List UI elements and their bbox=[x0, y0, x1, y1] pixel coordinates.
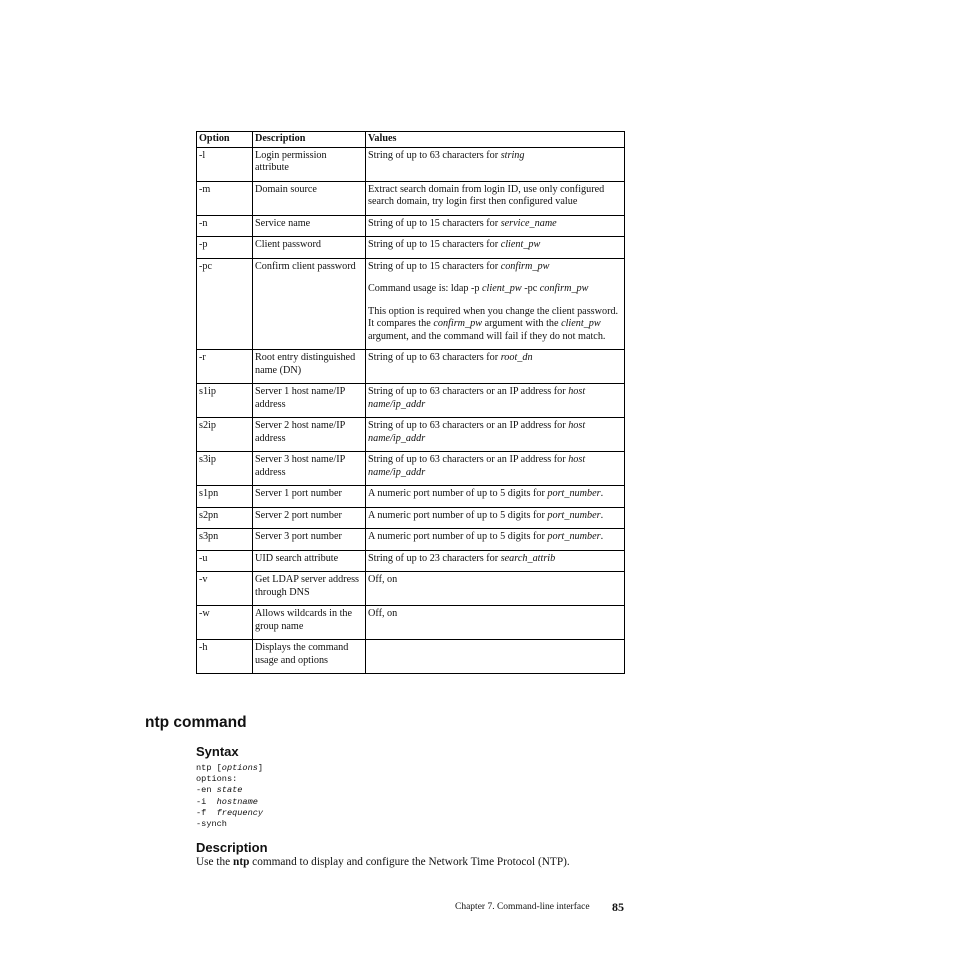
table-row bbox=[197, 606, 625, 640]
text-run: -f bbox=[196, 807, 217, 818]
values-paragraph bbox=[368, 553, 622, 566]
description-cell: Displays the command usage and options bbox=[253, 640, 366, 674]
syntax-line bbox=[196, 774, 237, 784]
table-row bbox=[197, 486, 625, 508]
values-cell bbox=[366, 237, 625, 259]
values-cell bbox=[366, 640, 625, 674]
description-text-before: Use the bbox=[196, 856, 234, 868]
values-paragraph bbox=[368, 184, 622, 209]
description-command: ntp bbox=[233, 856, 250, 868]
values-paragraph bbox=[368, 218, 622, 231]
option-cell: s2pn bbox=[197, 507, 253, 529]
syntax-line bbox=[196, 808, 263, 818]
description-cell: UID search attribute bbox=[253, 550, 366, 572]
text-run: -pc bbox=[521, 283, 540, 294]
values-paragraph bbox=[368, 574, 622, 587]
italic-term: state bbox=[216, 785, 243, 796]
syntax-line bbox=[196, 797, 258, 807]
syntax-line bbox=[196, 763, 263, 773]
italic-term: service_name bbox=[500, 217, 557, 229]
option-cell: -m bbox=[197, 181, 253, 215]
description-cell: Domain source bbox=[253, 181, 366, 215]
values-cell bbox=[366, 181, 625, 215]
values-cell bbox=[366, 486, 625, 508]
description-cell: Server 2 host name/IP address bbox=[253, 418, 366, 452]
table-header-row bbox=[197, 132, 625, 148]
description-cell: Confirm client password bbox=[253, 258, 366, 350]
values-paragraph bbox=[368, 488, 622, 501]
values-paragraph bbox=[368, 239, 622, 252]
table-row bbox=[197, 181, 625, 215]
text-run: A numeric port number of up to 5 digits for bbox=[368, 531, 548, 542]
description-cell: Login permission attribute bbox=[253, 147, 366, 181]
text-run: Off, on bbox=[368, 574, 398, 585]
values-paragraph bbox=[368, 420, 622, 445]
option-cell: -v bbox=[197, 572, 253, 606]
values-cell bbox=[366, 550, 625, 572]
footer-chapter: Chapter 7. Command-line interface bbox=[455, 902, 590, 912]
option-cell: -u bbox=[197, 550, 253, 572]
text-run: argument with the bbox=[482, 318, 562, 329]
text-run: A numeric port number of up to 5 digits for bbox=[368, 509, 548, 521]
option-cell: -n bbox=[197, 215, 253, 237]
description-cell: Server 3 host name/IP address bbox=[253, 452, 366, 486]
text-run: String of up to 15 characters for bbox=[368, 260, 501, 272]
table-row bbox=[197, 529, 625, 551]
italic-term: search_attrib bbox=[500, 552, 556, 564]
values-paragraph bbox=[368, 261, 622, 274]
option-cell: s2ip bbox=[197, 418, 253, 452]
options-table bbox=[196, 131, 625, 674]
values-paragraph bbox=[368, 283, 622, 296]
syntax-heading: Syntax bbox=[196, 744, 239, 759]
italic-term: client_pw bbox=[482, 283, 522, 294]
text-run: ntp [ bbox=[196, 763, 222, 773]
description-cell: Root entry distinguished name (DN) bbox=[253, 350, 366, 384]
description-cell: Server 1 port number bbox=[253, 486, 366, 508]
section-title: ntp command bbox=[145, 714, 247, 731]
table-row bbox=[197, 237, 625, 259]
italic-term: port_number bbox=[547, 509, 601, 521]
text-run: -i bbox=[196, 796, 217, 807]
description-text bbox=[196, 856, 570, 868]
syntax-line bbox=[196, 819, 227, 829]
option-cell: -r bbox=[197, 350, 253, 384]
table-row bbox=[197, 507, 625, 529]
values-paragraph bbox=[368, 608, 622, 621]
text-run: -synch bbox=[196, 819, 227, 830]
text-run: . bbox=[600, 509, 604, 521]
description-cell: Client password bbox=[253, 237, 366, 259]
description-cell: Get LDAP server address through DNS bbox=[253, 572, 366, 606]
text-run: String of up to 23 characters for bbox=[368, 552, 501, 564]
values-cell bbox=[366, 258, 625, 350]
values-cell bbox=[366, 418, 625, 452]
text-run: . bbox=[600, 488, 604, 499]
values-cell bbox=[366, 529, 625, 551]
italic-term: host name/ip_addr bbox=[368, 454, 586, 478]
text-run: String of up to 63 characters or an IP address for bbox=[368, 420, 569, 431]
text-run: String of up to 63 characters for bbox=[368, 149, 501, 161]
option-cell: s3pn bbox=[197, 529, 253, 551]
page-number: 85 bbox=[612, 900, 624, 914]
italic-term: host name/ip_addr bbox=[368, 420, 586, 444]
values-paragraph bbox=[368, 454, 622, 479]
option-cell: s1pn bbox=[197, 486, 253, 508]
text-run: ] bbox=[257, 763, 264, 773]
header-option: Option bbox=[197, 132, 253, 148]
table-row bbox=[197, 384, 625, 418]
text-run: String of up to 15 characters for bbox=[368, 217, 501, 229]
values-cell bbox=[366, 606, 625, 640]
description-heading: Description bbox=[196, 840, 268, 855]
syntax-line bbox=[196, 785, 242, 795]
table-row bbox=[197, 550, 625, 572]
syntax-code-block bbox=[196, 763, 263, 830]
header-values: Values bbox=[366, 132, 625, 148]
table-row bbox=[197, 350, 625, 384]
text-run: -en bbox=[196, 785, 217, 796]
values-cell bbox=[366, 384, 625, 418]
description-cell: Server 3 port number bbox=[253, 529, 366, 551]
values-cell bbox=[366, 215, 625, 237]
option-cell: -pc bbox=[197, 258, 253, 350]
table-row bbox=[197, 258, 625, 350]
option-cell: -l bbox=[197, 147, 253, 181]
table-body bbox=[197, 147, 625, 674]
values-cell bbox=[366, 147, 625, 181]
values-paragraph bbox=[368, 510, 622, 523]
text-run: A numeric port number of up to 5 digits for bbox=[368, 488, 548, 499]
description-cell: Server 1 host name/IP address bbox=[253, 384, 366, 418]
values-cell bbox=[366, 452, 625, 486]
italic-term: client_pw bbox=[500, 239, 541, 250]
text-run: Extract search domain from login ID, use only configured search domain, try login first then configured value bbox=[368, 183, 605, 207]
text-run: This option is required when you change the client password. It compares the bbox=[368, 305, 619, 329]
text-run: String of up to 63 characters or an IP address for bbox=[368, 386, 569, 397]
text-run: String of up to 63 characters or an IP address for bbox=[368, 454, 569, 465]
text-run: Off, on bbox=[368, 608, 398, 619]
option-cell: s1ip bbox=[197, 384, 253, 418]
italic-term: confirm_pw bbox=[500, 260, 550, 272]
italic-term: confirm_pw bbox=[433, 318, 483, 329]
text-run: String of up to 63 characters for bbox=[368, 352, 501, 363]
italic-term: confirm_pw bbox=[539, 283, 589, 294]
table-row bbox=[197, 452, 625, 486]
table-row bbox=[197, 640, 625, 674]
text-run: String of up to 15 characters for bbox=[368, 239, 501, 250]
text-run: Command usage is: ldap -p bbox=[368, 283, 483, 294]
option-cell: -h bbox=[197, 640, 253, 674]
values-cell bbox=[366, 572, 625, 606]
text-run: . bbox=[600, 531, 604, 542]
values-paragraph bbox=[368, 352, 622, 365]
italic-term: port_number bbox=[547, 531, 601, 542]
italic-term: options bbox=[221, 763, 258, 773]
description-cell: Service name bbox=[253, 215, 366, 237]
values-paragraph bbox=[368, 306, 622, 344]
text-run: argument, and the command will fail if they do not match. bbox=[368, 330, 606, 342]
italic-term: host name/ip_addr bbox=[368, 386, 586, 410]
option-cell: -p bbox=[197, 237, 253, 259]
italic-term: string bbox=[500, 149, 525, 161]
values-cell bbox=[366, 507, 625, 529]
italic-term: client_pw bbox=[561, 318, 601, 329]
option-cell: -w bbox=[197, 606, 253, 640]
table-row bbox=[197, 418, 625, 452]
italic-term: port_number bbox=[547, 488, 601, 499]
italic-term: root_dn bbox=[500, 352, 533, 363]
table-row bbox=[197, 572, 625, 606]
values-paragraph bbox=[368, 386, 622, 411]
italic-term: frequency bbox=[216, 807, 264, 818]
table-row bbox=[197, 147, 625, 181]
italic-term: hostname bbox=[216, 796, 258, 807]
description-cell: Server 2 port number bbox=[253, 507, 366, 529]
values-paragraph bbox=[368, 150, 622, 163]
option-cell: s3ip bbox=[197, 452, 253, 486]
text-run: options: bbox=[196, 774, 238, 785]
values-cell bbox=[366, 350, 625, 384]
description-text-after: command to display and configure the Network Time Protocol (NTP). bbox=[249, 856, 570, 868]
description-cell: Allows wildcards in the group name bbox=[253, 606, 366, 640]
header-description: Description bbox=[253, 132, 366, 148]
table-row bbox=[197, 215, 625, 237]
values-paragraph bbox=[368, 531, 622, 544]
